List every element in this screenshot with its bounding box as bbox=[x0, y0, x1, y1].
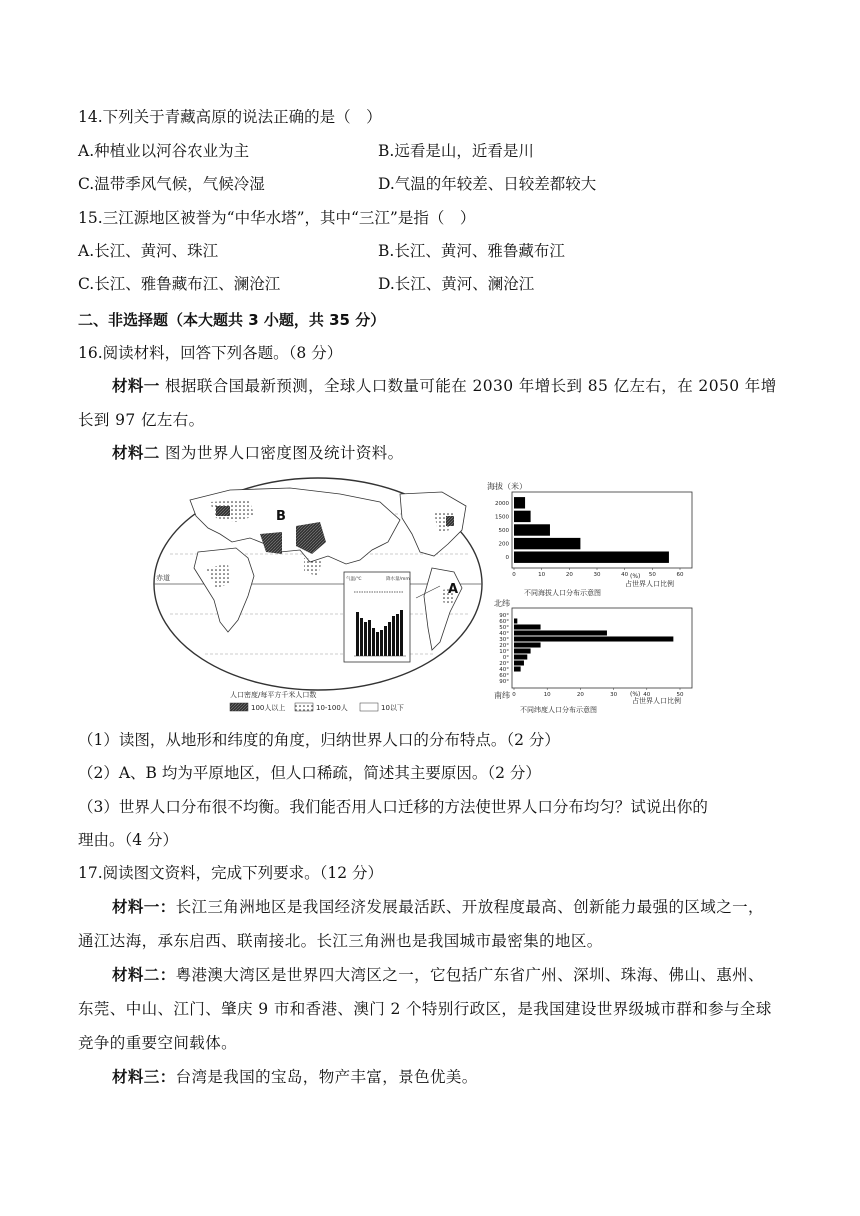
latitude-bar bbox=[514, 630, 607, 635]
altitude-xtick: 40 bbox=[621, 572, 629, 578]
q16-stem: 16.阅读材料，回答下列各题。（8 分） bbox=[78, 344, 343, 362]
altitude-bar bbox=[514, 551, 669, 562]
latitude-xtick: 20 bbox=[576, 692, 584, 698]
latitude-xtick: 30 bbox=[610, 692, 618, 698]
q14-option-d: D.气温的年较差、日较差都较大 bbox=[378, 175, 597, 193]
altitude-bar bbox=[514, 524, 550, 535]
q16-material-1 bbox=[78, 369, 778, 437]
density-north-america-core bbox=[446, 516, 454, 526]
latitude-ytick: 60° bbox=[499, 619, 509, 625]
latitude-bar bbox=[514, 666, 521, 671]
q17-material-2 bbox=[78, 958, 778, 1060]
q15-option-b: B.长江、黄河、雅鲁藏布江 bbox=[378, 242, 565, 260]
altitude-xtick: 50 bbox=[648, 572, 656, 578]
latitude-ylabel-north: 北纬 bbox=[494, 599, 510, 608]
latitude-bar bbox=[514, 618, 517, 623]
altitude-ytick: 2000 bbox=[495, 500, 509, 507]
q17-material-1 bbox=[78, 890, 778, 958]
latitude-ytick: 20° bbox=[499, 661, 509, 667]
q15-stem: 15.三江源地区被誉为“中华水塔”，其中“三江”是指（ ） bbox=[78, 209, 476, 227]
climate-inset-temp-label: 气温/℃ bbox=[346, 577, 362, 582]
latitude-bar bbox=[514, 636, 673, 641]
q14-option-a: A.种植业以河谷农业为主 bbox=[78, 142, 250, 160]
altitude-ytick: 1500 bbox=[495, 514, 509, 521]
latitude-ytick: 30° bbox=[499, 637, 509, 643]
latitude-ytick: 10° bbox=[499, 649, 509, 655]
q17-material-1-label: 材料一： bbox=[112, 898, 176, 916]
q16-sub-2: （2）A、B 均为平原地区，但人口稀疏，简述其主要原因。（2 分） bbox=[78, 764, 541, 782]
legend-swatch-mid bbox=[295, 703, 313, 711]
latitude-ytick: 0° bbox=[502, 655, 509, 661]
latitude-xtick: 40 bbox=[643, 692, 651, 698]
altitude-xtick: 30 bbox=[593, 572, 601, 578]
latitude-ytick: 40° bbox=[499, 667, 509, 673]
population-figure bbox=[150, 472, 710, 720]
q15-option-a: A.长江、黄河、珠江 bbox=[78, 242, 219, 260]
q16-sub-1: （1）读图，从地形和纬度的角度，归纳世界人口的分布特点。（2 分） bbox=[78, 731, 560, 749]
altitude-xunit: (%) bbox=[630, 573, 641, 580]
q16-material-2-text: 图为世界人口密度图及统计资料。 bbox=[159, 444, 404, 462]
q17-stem: 17.阅读图文资料，完成下列要求。（12 分） bbox=[78, 864, 384, 882]
q14-stem: 14.下列关于青藏高原的说法正确的是（ ） bbox=[78, 108, 382, 126]
latitude-ytick: 90° bbox=[499, 613, 509, 619]
q17-material-2-label: 材料二： bbox=[112, 966, 176, 984]
altitude-title: 不同海拔人口分布示意图 bbox=[524, 589, 601, 597]
q16-material-1-label: 材料一 bbox=[112, 377, 160, 395]
q17-material-3 bbox=[78, 1060, 778, 1094]
legend-low-label: 10以下 bbox=[381, 704, 404, 712]
climate-inset bbox=[344, 572, 410, 662]
q16-sub-3b: 理由。（4 分） bbox=[78, 831, 179, 849]
q14-option-b: B.远看是山，近看是川 bbox=[378, 142, 534, 160]
altitude-xlabel: 占世界人口比例 bbox=[625, 580, 674, 588]
altitude-bar bbox=[514, 511, 531, 522]
equator-label: 赤道 bbox=[156, 574, 170, 582]
altitude-bar bbox=[514, 538, 580, 549]
latitude-xtick: 50 bbox=[676, 692, 684, 698]
legend-mid-label: 10-100人 bbox=[316, 704, 348, 712]
latitude-frame bbox=[512, 608, 692, 688]
legend-title: 人口密度/每平方千米人口数 bbox=[230, 691, 317, 699]
altitude-ytick: 500 bbox=[498, 528, 509, 534]
map-label-a: A bbox=[448, 582, 459, 597]
altitude-ylabel: 海拔（米） bbox=[487, 482, 527, 491]
altitude-xtick: 0 bbox=[512, 572, 516, 578]
altitude-ytick: 200 bbox=[498, 541, 509, 548]
q16-material-1-text: 根据联合国最新预测，全球人口数量可能在 2030 年增长到 85 亿左右，在 2050 年增长到 97 亿左右。 bbox=[78, 377, 777, 429]
q16-material-2 bbox=[78, 436, 778, 470]
altitude-bar bbox=[514, 497, 525, 508]
latitude-bar bbox=[514, 624, 541, 629]
q15-option-c: C.长江、雅鲁藏布江、澜沧江 bbox=[78, 275, 281, 293]
section-heading: 二、非选择题（本大题共 3 小题，共 35 分） bbox=[78, 311, 386, 329]
latitude-xtick: 10 bbox=[543, 692, 551, 698]
world-map bbox=[154, 478, 482, 690]
q14-option-c: C.温带季风气候，气候冷湿 bbox=[78, 175, 265, 193]
q16-material-2-label: 材料二 bbox=[112, 444, 160, 462]
altitude-xtick: 20 bbox=[565, 572, 573, 578]
map-label-b: B bbox=[276, 509, 286, 524]
latitude-title: 不同纬度人口分布示意图 bbox=[520, 706, 597, 714]
latitude-chart bbox=[494, 598, 692, 714]
latitude-xunit: (%) bbox=[630, 691, 641, 698]
altitude-xtick: 60 bbox=[676, 572, 684, 578]
density-europe-core bbox=[216, 506, 230, 516]
latitude-ytick: 40° bbox=[499, 631, 509, 637]
q17-material-3-label: 材料三： bbox=[112, 1068, 176, 1086]
altitude-xtick: 10 bbox=[538, 572, 546, 578]
latitude-ytick: 60° bbox=[499, 673, 509, 679]
latitude-xtick: 0 bbox=[512, 692, 516, 698]
legend-swatch-high bbox=[230, 703, 248, 711]
legend-swatch-low bbox=[360, 703, 378, 711]
latitude-bar bbox=[514, 654, 527, 659]
latitude-xlabel: 占世界人口比例 bbox=[632, 697, 681, 705]
latitude-ytick: 20° bbox=[499, 643, 509, 649]
legend-high-label: 100人以上 bbox=[251, 704, 286, 712]
altitude-chart bbox=[487, 481, 692, 597]
latitude-bar bbox=[514, 648, 531, 653]
q17-material-1-text: 长江三角洲地区是我国经济发展最活跃、开放程度最高、创新能力最强的区域之一，通江达海，承东启西、联南接北。长江三角洲也是我国城市最密集的地区。 bbox=[78, 898, 764, 950]
q16-sub-3a: （3）世界人口分布很不均衡。我们能否用人口迁移的方法使世界人口分布均匀？试说出你的 bbox=[78, 798, 708, 816]
latitude-ytick: 90° bbox=[499, 679, 509, 685]
latitude-bar bbox=[514, 642, 541, 647]
q15-option-d: D.长江、黄河、澜沧江 bbox=[378, 275, 535, 293]
latitude-ytick: 50° bbox=[499, 625, 509, 631]
q17-material-3-text: 台湾是我国的宝岛，物产丰富，景色优美。 bbox=[175, 1068, 478, 1086]
latitude-bar bbox=[514, 660, 524, 665]
climate-inset-rain-label: 降水量/mm bbox=[386, 577, 410, 582]
altitude-ytick: 0 bbox=[505, 555, 509, 562]
map-legend bbox=[230, 690, 404, 712]
latitude-ylabel-south: 南纬 bbox=[494, 691, 510, 700]
q17-material-2-text: 粤港澳大湾区是世界四大湾区之一，它包括广东省广州、深圳、珠海、佛山、惠州、东莞、中山、江门、肇庆 9 市和香港、澳门 2 个特别行政区，是我国建设世界级城市群和参与全球竞争的重要空间载体。 bbox=[78, 966, 772, 1052]
